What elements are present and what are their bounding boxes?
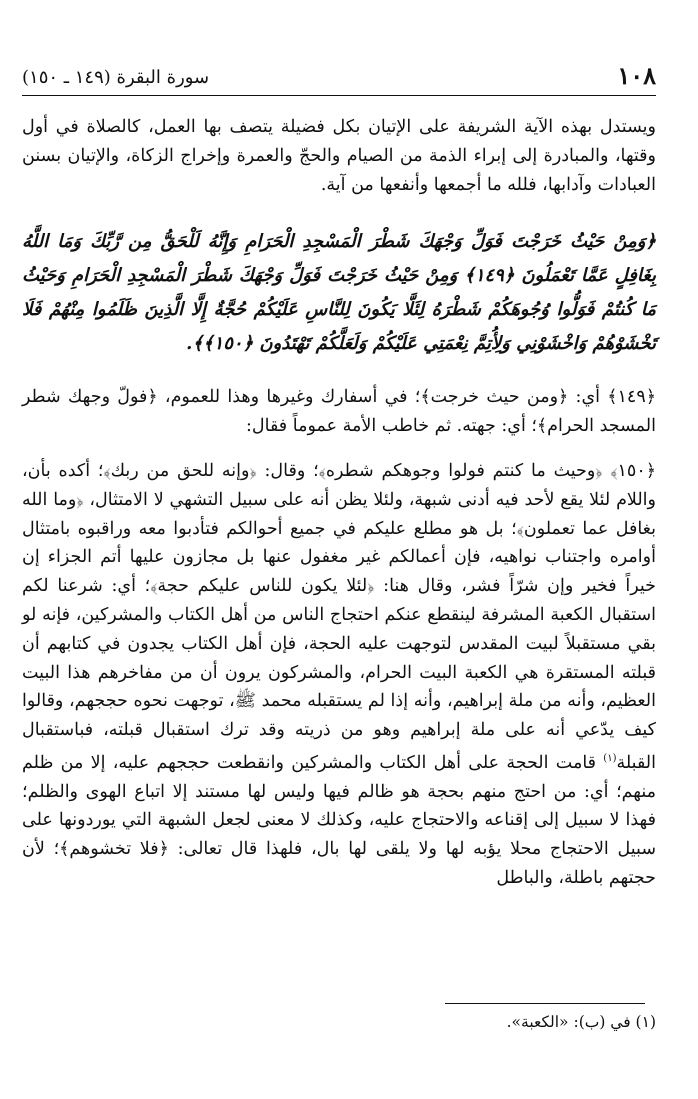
intro-paragraph: ويستدل بهذه الآية الشريفة على الإتيان بكل فضيلة يتصف بها العمل، كالصلاة في أول وقتها، والمبادرة إلى إبراء الذمة من الصيام والحجّ والعمرة وإخراج الزكاة، والإتيان بسنن العبادات وآدابها، فلله ما أجمعها وأنفعها من آية. [22, 117, 656, 195]
page-header [22, 60, 656, 96]
commentary-150-continued: قامت الحجة على أهل الكتاب والمشركين وانقطعت حججهم عليه، إلا من ظلم منهم؛ أي: من احتج منهم بحجة هو ظالم فيها وليس لها مستند إلا اتباع الهوى والظلم؛ فهذا لا سبيل إلى إقناعه والاحتجاج عليه، وكذلك لا معنى لجعل الشبهة التي يوردونها على سبيل الاحتجاج محلا يؤبه لها ولا يلقى لها بال، فلهذا قال تعالى: ﴿فلا تخشوهم﴾؛ لأن حجتهم باطلة، والباطل [22, 752, 656, 888]
surah-title: سورة البقرة (١٤٩ ـ ١٥٠) [22, 67, 210, 88]
commentary-149: ﴿١٤٩﴾ أي: ﴿ومن حيث خرجت﴾؛ في أسفارك وغيرها وهذا للعموم، ﴿فولّ وجهك شطر المسجد الحرام﴾؛ أي: جهته. ثم خاطب الأمة عموماً فقال: [22, 387, 656, 437]
commentary-150 [22, 457, 656, 893]
quran-verse: ﴿وَمِنْ حَيْثُ خَرَجْتَ فَوَلِّ وَجْهَكَ شَطْرَ الْمَسْجِدِ الْحَرَامِ وَإِنَّهُ لَلْحَقُّ مِن رَّبِّكَ وَمَا اللَّهُ بِغَافِلٍ عَمَّا تَعْمَلُونَ ﴿١٤٩﴾ وَمِنْ حَيْثُ خَرَجْتَ فَوَلِّ وَجْهَكَ شَطْرَ الْمَسْجِدِ الْحَرَامِ وَحَيْثُ مَا كُنتُمْ فَوَلُّوا وُجُوهَكُمْ شَطْرَهُ لِئَلَّا يَكُونَ لِلنَّاسِ عَلَيْكُمْ حُجَّةٌ إِلَّا الَّذِينَ ظَلَمُوا مِنْهُمْ فَلَا تَخْشَوْهُمْ وَاخْشَوْنِي وَلِأُتِمَّ نِعْمَتِي عَلَيْكُمْ وَلَعَلَّكُمْ تَهْتَدُونَ ﴿١٥٠﴾﴾. [22, 231, 657, 355]
footnote-marker: (١) [603, 752, 617, 764]
commentary-150-text: ﴿١٥٠﴾ ﴿وحيث ما كنتم فولوا وجوهكم شطره﴾؛ وقال: ﴿وإنه للحق من ربك﴾؛ أكده بأن، واللام لئلا يقع لأحد فيه أدنى شبهة، ولئلا يظن أنه على سبيل التشهي لا الامتثال، ﴿وما الله بغافل عما تعملون﴾؛ بل هو مطلع عليكم في جميع أحوالكم فتأدبوا معه وراقبوه بامتثال أوامره واجتناب نواهيه، فإن أعمالكم غير مغفول عنها بل مجازون عليها أتم الجزاء إن خيراً فخير وإن شرّاً فشر، وقال هنا: ﴿لئلا يكون للناس عليكم حجة﴾؛ أي: شرعنا لكم استقبال الكعبة المشرفة لينقطع عنكم احتجاج الناس من أهل الكتاب والمشركين، فإنه لو بقي مستقبلاً لبيت المقدس لتوجهت عليه الحجة، فإن أهل الكتاب يجدون في كتابهم أن قبلته المستقرة هي الكعبة البيت الحرام، والمشركون يرون أن من مفاخرهم هذا البيت العظيم، وأنه من ملة إبراهيم، وأنه إذا لم يستقبله محمد ﷺ، توجهت نحوه حججهم، وقالوا كيف يدّعي أنه على ملة إبراهيم وهو من ذريته وقد ترك استقبال قبلته، فباستقبال القبلة [22, 460, 656, 773]
header-divider [22, 95, 656, 96]
footnote-divider [445, 1003, 645, 1004]
page-body [22, 113, 656, 893]
page-number: ١٠٨ [617, 61, 656, 90]
footnote: (١) في (ب): «الكعبة». [506, 1013, 656, 1031]
